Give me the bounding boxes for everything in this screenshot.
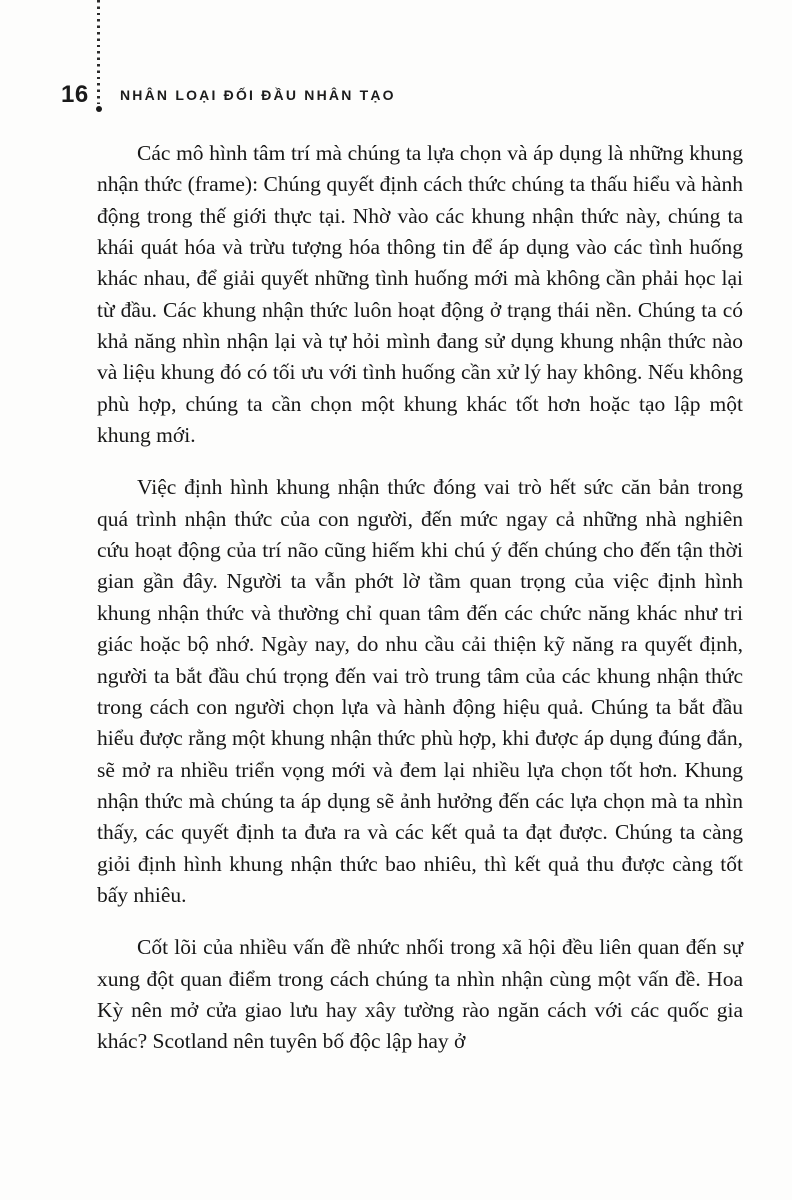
dotted-divider bbox=[97, 0, 100, 104]
body-text-block bbox=[97, 138, 743, 1058]
body-paragraph: Việc định hình khung nhận thức đóng vai trò hết sức căn bản trong quá trình nhận thức của con người, đến mức ngay cả những nhà nghiên cứu hoạt động của trí não cũng hiếm khi chú ý đến chúng cho đến tận thời gian gần đây. Người ta vẫn phớt lờ tầm quan trọng của việc định hình khung nhận thức và thường chỉ quan tâm đến các chức năng khác như tri giác hoặc bộ nhớ. Ngày nay, do nhu cầu cải thiện kỹ năng ra quyết định, người ta bắt đầu chú trọng đến vai trò trung tâm của các khung nhận thức trong cách con người chọn lựa và hành động hiệu quả. Chúng ta bắt đầu hiểu được rằng một khung nhận thức phù hợp, khi được áp dụng đúng đắn, sẽ mở ra nhiều triển vọng mới và đem lại nhiều lựa chọn tốt hơn. Khung nhận thức mà chúng ta áp dụng sẽ ảnh hưởng đến các lựa chọn mà ta nhìn thấy, các quyết định ta đưa ra và các kết quả ta đạt được. Chúng ta càng giỏi định hình khung nhận thức bao nhiêu, thì kết quả thu được càng tốt bấy nhiêu. bbox=[97, 475, 743, 907]
body-paragraph: Cốt lõi của nhiều vấn đề nhức nhối trong xã hội đều liên quan đến sự xung đột quan điểm trong cách chúng ta nhìn nhận cùng một vấn đề. Hoa Kỳ nên mở cửa giao lưu hay xây tường rào ngăn cách với các quốc gia khác? Scotland nên tuyên bố độc lập hay ở bbox=[97, 935, 743, 1054]
running-header-title: NHÂN LOẠI ĐỐI ĐẦU NHÂN TẠO bbox=[120, 87, 396, 103]
body-paragraph: Các mô hình tâm trí mà chúng ta lựa chọn và áp dụng là những khung nhận thức (frame): Chúng quyết định cách thức chúng ta thấu hiểu và hành động trong thế giới thực tại. Nhờ vào các khung nhận thức này, chúng ta khái quát hóa và trừu tượng hóa thông tin để áp dụng vào các tình huống khác nhau, để giải quyết những tình huống mới mà không cần phải học lại từ đầu. Các khung nhận thức luôn hoạt động ở trạng thái nền. Chúng ta có khả năng nhìn nhận lại và tự hỏi mình đang sử dụng khung nhận thức nào và liệu khung đó có tối ưu với tình huống cần xử lý hay không. Nếu không phù hợp, chúng ta cần chọn một khung khác tốt hơn hoặc tạo lập một khung mới. bbox=[97, 141, 743, 448]
page-number: 16 bbox=[61, 81, 89, 108]
divider-end-dot bbox=[96, 106, 102, 112]
